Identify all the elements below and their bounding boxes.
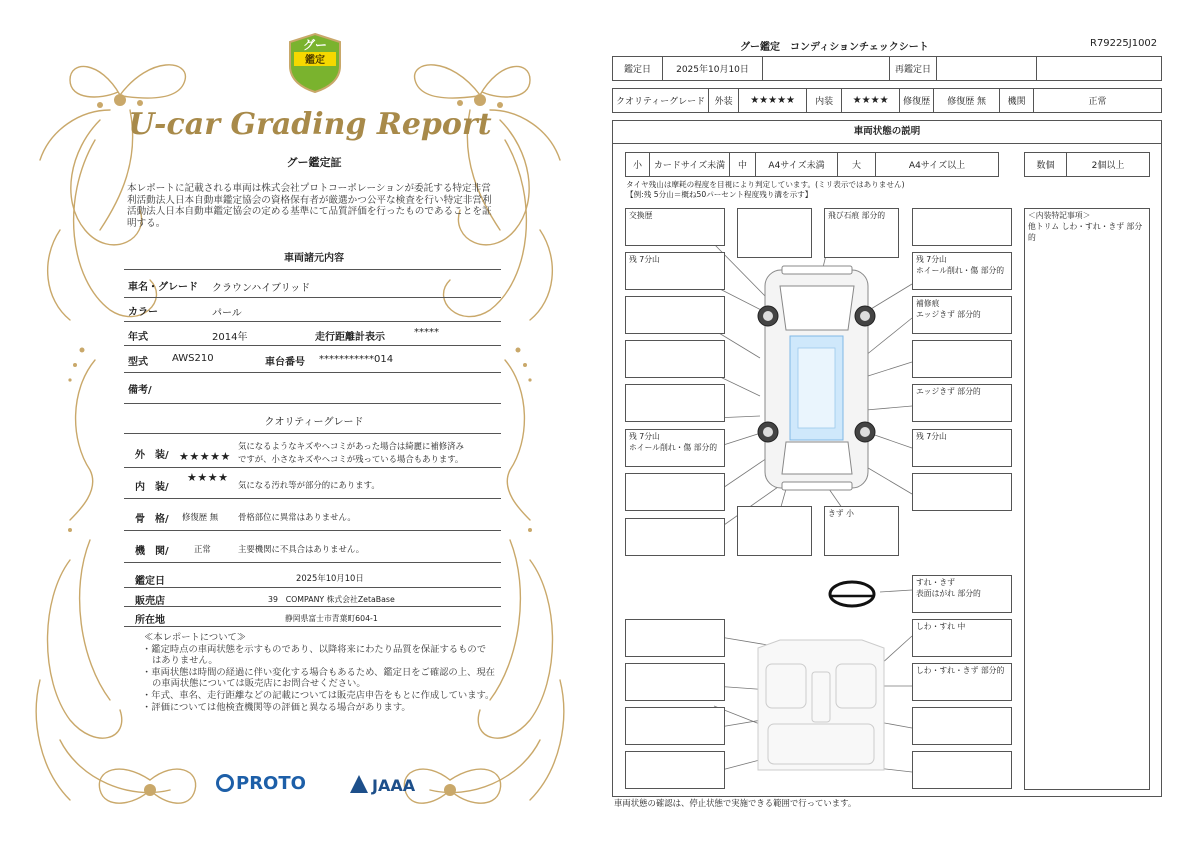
note-item: ・車両状態は時間の経過に伴い変化する場合もあるため、鑑定日をご確認の上、現在の車両状態については販売店にお問合せください。 bbox=[142, 666, 495, 690]
divider bbox=[124, 467, 501, 468]
proto-logo: PROTO bbox=[216, 773, 306, 794]
legend-small-label: 小 bbox=[626, 153, 650, 177]
diagram-box: エッジきず 部分的 bbox=[912, 384, 1012, 422]
address-label: 所在地 bbox=[135, 615, 165, 626]
cert-text: 本レポートに記載される車両は株式会社プロトコーポレーションが委託する特定非営利活動法人日本自動車鑑定協会の資格保有者が厳選かつ公平な検査を行い特定非営利活動法人日本自動車鑑定協会の定める基準にて品質評価を行ったものであることを証明する。 bbox=[127, 183, 492, 229]
diagram-box bbox=[625, 384, 725, 422]
report-title bbox=[128, 100, 492, 148]
engine-value: 正常 bbox=[194, 544, 211, 554]
exterior-desc-1: 気になるようなキズやヘコミがあった場合は綺麗に補修済み bbox=[238, 441, 464, 451]
legend-count-label: 数個 bbox=[1025, 153, 1067, 177]
divider bbox=[124, 562, 501, 563]
engine-label: 機 関/ bbox=[135, 546, 169, 557]
interior-desc: 気になる汚れ等が部分的にあります。 bbox=[238, 480, 380, 490]
model-label: 型式 bbox=[128, 357, 148, 368]
divider bbox=[124, 269, 501, 270]
svg-text:鑑定: 鑑定 bbox=[305, 55, 325, 66]
diagram-box bbox=[625, 473, 725, 511]
recheck-label: 再鑑定日 bbox=[890, 57, 937, 81]
divider bbox=[124, 345, 501, 346]
year-label: 年式 bbox=[128, 332, 148, 343]
ext-label: 外装 bbox=[709, 89, 739, 113]
diagram-box bbox=[625, 518, 725, 556]
mileage-label: 走行距離計表示 bbox=[315, 332, 385, 343]
interior-notes-heading: ＜内装特記事項＞ bbox=[1028, 211, 1091, 220]
jaaa-logo: JAAA bbox=[350, 775, 415, 795]
address-value: 静岡県富士市青葉町604-1 bbox=[285, 614, 378, 623]
exterior-label: 外 装/ bbox=[135, 450, 169, 461]
legend-large-label: 大 bbox=[838, 153, 876, 177]
diagram-box bbox=[625, 663, 725, 701]
year-value: 2014年 bbox=[212, 332, 248, 343]
divider bbox=[124, 530, 501, 531]
divider bbox=[124, 587, 501, 588]
date-value: 2025年10月10日 bbox=[663, 57, 763, 81]
diagram-box: 飛び石痕 部分的 bbox=[824, 208, 899, 258]
interior-label: 内 装/ bbox=[135, 482, 169, 493]
footer-note: 車両状態の確認は、停止状態で実施できる範囲で行っています。 bbox=[614, 798, 857, 808]
diagram-box bbox=[625, 707, 725, 745]
steering-wheel-icon bbox=[830, 582, 874, 606]
quality-section-title: クオリティーグレード bbox=[264, 417, 364, 428]
diagram-box bbox=[737, 208, 812, 258]
legend-mid-desc: A4サイズ未満 bbox=[756, 153, 838, 177]
ext-stars: ★★★★★ bbox=[739, 89, 807, 113]
condition-check-sheet bbox=[600, 0, 1200, 848]
mileage-value: ***** bbox=[414, 327, 439, 338]
legend-large-desc: A4サイズ以上 bbox=[876, 153, 999, 177]
date-label: 鑑定日 bbox=[135, 576, 165, 587]
diagram-box: 交換歴 bbox=[625, 208, 725, 246]
goo-badge-logo bbox=[286, 32, 344, 94]
exterior-stars: ★★★★★ bbox=[179, 450, 231, 463]
diagram-box bbox=[912, 751, 1012, 789]
note-item: ・年式、車名、走行距離などの記載については販売店申告をもとに作成しています。 bbox=[142, 689, 495, 701]
divider bbox=[124, 403, 501, 404]
divider bbox=[124, 321, 501, 322]
vin-value: ***********014 bbox=[319, 354, 394, 365]
car-name-value: クラウンハイブリッド bbox=[212, 283, 311, 294]
jaaa-mark-icon bbox=[350, 775, 368, 793]
note-item: ・評価については他検査機関等の評価と異なる場合があります。 bbox=[142, 701, 411, 713]
diagram-box bbox=[625, 296, 725, 334]
diagram-box: 残 7分山 ホイール削れ・傷 部分的 bbox=[912, 252, 1012, 290]
repair-label: 修復歴 bbox=[900, 89, 934, 113]
diagram-box: しわ・すれ 中 bbox=[912, 619, 1012, 657]
divider bbox=[124, 433, 501, 434]
date-value: 2025年10月10日 bbox=[296, 573, 364, 583]
int-label: 内装 bbox=[807, 89, 842, 113]
interior-stars: ★★★★ bbox=[187, 471, 229, 484]
tire-note: タイヤ残山は摩耗の程度を目視により判定しています。(ミリ表示ではありません) bbox=[626, 180, 905, 189]
proto-mark-icon bbox=[216, 774, 234, 792]
diagram-box bbox=[912, 707, 1012, 745]
model-value: AWS210 bbox=[172, 353, 214, 364]
legend-mid-label: 中 bbox=[730, 153, 756, 177]
divider bbox=[124, 626, 501, 627]
engine-value: 正常 bbox=[1034, 89, 1162, 113]
diagram-box bbox=[625, 340, 725, 378]
cert-title: グー鑑定証 bbox=[286, 156, 342, 169]
color-label: カラー bbox=[128, 307, 158, 318]
dealer-label: 販売店 bbox=[135, 596, 165, 607]
svg-text:U-car Grading Report: U-car Grading Report bbox=[128, 107, 492, 142]
diagram-box: 補修痕 エッジきず 部分的 bbox=[912, 296, 1012, 334]
report-notes bbox=[140, 632, 495, 713]
frame-desc: 骨格部位に異常はありません。 bbox=[238, 512, 356, 522]
sheet-title: グー鑑定 コンディションチェックシート bbox=[740, 42, 929, 53]
exterior-desc-2: ですが、小さなキズやヘコミが残っている場合もあります。 bbox=[238, 454, 464, 464]
divider bbox=[124, 297, 501, 298]
grade-label: クオリティーグレード bbox=[613, 89, 709, 113]
color-value: パール bbox=[212, 308, 242, 319]
diagram-box: すれ・きず 表面はがれ 部分的 bbox=[912, 575, 1012, 613]
diagram-box bbox=[625, 751, 725, 789]
divider bbox=[124, 372, 501, 373]
vin-label: 車台番号 bbox=[265, 357, 305, 368]
dealer-value: 39 COMPANY 株式会社ZetaBase bbox=[268, 595, 395, 604]
repair-value: 修復歴 無 bbox=[934, 89, 1000, 113]
legend-small-desc: カードサイズ未満 bbox=[650, 153, 730, 177]
diagram-box bbox=[912, 340, 1012, 378]
diagram-box bbox=[737, 506, 812, 556]
interior-notes-text: 他トリム しわ・すれ・きず 部分的 bbox=[1028, 222, 1143, 242]
frame-label: 骨 格/ bbox=[135, 514, 169, 525]
int-stars: ★★★★ bbox=[842, 89, 900, 113]
diagram-box: 残 7分山 bbox=[625, 252, 725, 290]
interior-notes-box bbox=[1024, 208, 1150, 790]
divider bbox=[124, 498, 501, 499]
diagram-box: 残 7分山 bbox=[912, 429, 1012, 467]
svg-text:グー: グー bbox=[302, 38, 328, 52]
document-id: R79225J1002 bbox=[1090, 38, 1158, 49]
date-label: 鑑定日 bbox=[613, 57, 663, 81]
engine-label: 機関 bbox=[1000, 89, 1034, 113]
notes-heading: ≪本レポートについて≫ bbox=[144, 632, 247, 643]
diagram-box: きず 小 bbox=[824, 506, 899, 556]
diagram-box: しわ・すれ・きず 部分的 bbox=[912, 663, 1012, 701]
section-title: 車両状態の説明 bbox=[612, 120, 1162, 144]
diagram-box: 残 7分山 ホイール削れ・傷 部分的 bbox=[625, 429, 725, 467]
diagram-box bbox=[912, 473, 1012, 511]
legend-count-desc: 2個以上 bbox=[1067, 153, 1150, 177]
diagram-box bbox=[912, 208, 1012, 246]
divider bbox=[124, 606, 501, 607]
frame-value: 修復歴 無 bbox=[182, 512, 219, 522]
engine-desc: 主要機関に不具合はありません。 bbox=[238, 544, 365, 554]
tire-example: 【例:残 5分山＝概ね50パーセント程度残り溝を示す】 bbox=[626, 190, 813, 199]
spec-section-title: 車両諸元内容 bbox=[284, 253, 344, 264]
remarks-label: 備考/ bbox=[128, 385, 152, 396]
diagram-box bbox=[625, 619, 725, 657]
car-name-label: 車名・グレード bbox=[128, 282, 198, 293]
note-item: ・鑑定時点の車両状態を示すものであり、以降将来にわたり品質を保証するものではありません。 bbox=[142, 643, 486, 667]
